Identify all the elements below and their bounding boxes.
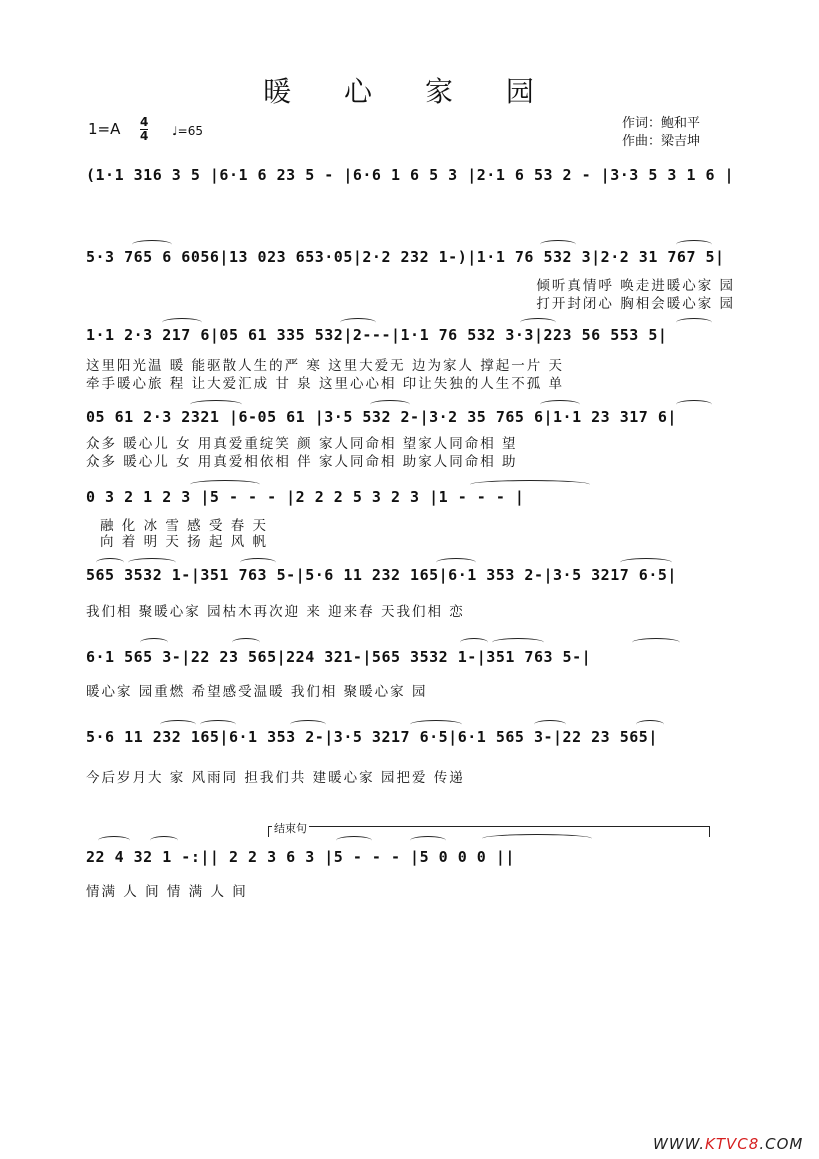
lyric-row-3-verse-2: 牵手暖心旅 程 让大爱汇成 甘 泉 这里心心相 印让失独的人生不孤 单 bbox=[86, 376, 565, 392]
curve-mark bbox=[336, 836, 372, 845]
curve-mark bbox=[482, 834, 592, 843]
composer-credit: 作曲：梁吉坤 bbox=[622, 134, 701, 149]
key-signature: 1=A bbox=[88, 120, 121, 138]
lyric-row-8-verse-1: 今后岁月大 家 风雨同 担我们共 建暖心家 园把爱 传递 bbox=[86, 770, 465, 786]
watermark-suffix: .COM bbox=[759, 1135, 804, 1153]
curve-mark bbox=[98, 836, 130, 845]
notation-row-7: 6·1 565 3-|22 23 565|224 321-|565 3532 1-|351 763 5-| bbox=[86, 648, 592, 666]
lyric-row-2-verse-1: 倾听真情呼 唤走进暖心家 园 bbox=[536, 278, 735, 294]
lyric-row-4-verse-2: 众多 暖心儿 女 用真爱相依相 伴 家人同命相 助家人同命相 助 bbox=[86, 454, 518, 470]
lyric-row-5-verse-1: 融 化 冰 雪 感 受 春 天 bbox=[100, 518, 269, 534]
watermark-brand: KTVC8 bbox=[705, 1135, 760, 1153]
time-signature-bottom: 4 bbox=[140, 129, 149, 143]
time-signature-top: 4 bbox=[140, 115, 149, 129]
lyric-row-4-verse-1: 众多 暖心儿 女 用真爱重绽笑 颜 家人同命相 望家人同命相 望 bbox=[86, 436, 518, 452]
lyric-row-7-verse-1: 暖心家 园重燃 希望感受温暖 我们相 聚暖心家 园 bbox=[86, 684, 428, 700]
notation-row-2: 5·3 765 6 6056|13 023 653·05|2·2 232 1-)|1·1 76 532 3|2·2 31 767 5| bbox=[86, 248, 725, 266]
time-signature bbox=[140, 116, 148, 143]
notation-row-1: (1·1 316 3 5 |6·1 6 23 5 - |6·6 1 6 5 3 |2·1 6 53 2 - |3·3 5 3 1 6 | bbox=[86, 166, 735, 184]
site-watermark bbox=[653, 1135, 803, 1153]
notation-row-5: 0 3 2 1 2 3 |5 - - - |2 2 2 5 3 2 3 |1 - - - | bbox=[86, 488, 525, 506]
curve-mark bbox=[140, 638, 168, 647]
watermark-prefix: WWW. bbox=[653, 1135, 706, 1153]
notation-row-8: 5·6 11 232 165|6·1 353 2-|3·5 3217 6·5|6·1 565 3-|22 23 565| bbox=[86, 728, 658, 746]
curve-mark bbox=[232, 638, 260, 647]
lyric-row-5-verse-2: 向 着 明 天 扬 起 风 帆 bbox=[100, 534, 269, 550]
notation-row-3: 1·1 2·3 217 6|05 61 335 532|2---|1·1 76 532 3·3|223 56 553 5| bbox=[86, 326, 668, 344]
curve-mark bbox=[492, 638, 544, 647]
notation-row-4: 05 61 2·3 2321 |6-05 61 |3·5 532 2-|3·2 35 765 6|1·1 23 317 6| bbox=[86, 408, 677, 426]
curve-mark bbox=[410, 836, 446, 845]
song-title: 暖 心 家 园 bbox=[263, 75, 556, 108]
lyricist-credit: 作词：鲍和平 bbox=[622, 116, 701, 131]
lyric-row-9-verse-1: 情满 人 间 情 满 人 间 bbox=[86, 884, 248, 900]
curve-mark bbox=[460, 638, 488, 647]
notation-row-9: 22 4 32 1 -:|| 2 2 3 6 3 |5 - - - |5 0 0 0 || bbox=[86, 848, 515, 866]
curve-mark bbox=[150, 836, 178, 845]
lyric-row-2-verse-2: 打开封闭心 胸相会暖心家 园 bbox=[536, 296, 735, 312]
tempo-marking: ♩=65 bbox=[172, 124, 203, 138]
curve-mark bbox=[632, 638, 680, 647]
notation-row-6: 565 3532 1-|351 763 5-|5·6 11 232 165|6·1 353 2-|3·5 3217 6·5| bbox=[86, 566, 677, 584]
lyric-row-3-verse-1: 这里阳光温 暖 能驱散人生的严 寒 这里大爱无 边为家人 撑起一片 天 bbox=[86, 358, 565, 374]
ending-label: 结束句 bbox=[274, 822, 307, 835]
lyric-row-6-verse-1: 我们相 聚暖心家 园枯木再次迎 来 迎来春 天我们相 恋 bbox=[86, 604, 465, 620]
